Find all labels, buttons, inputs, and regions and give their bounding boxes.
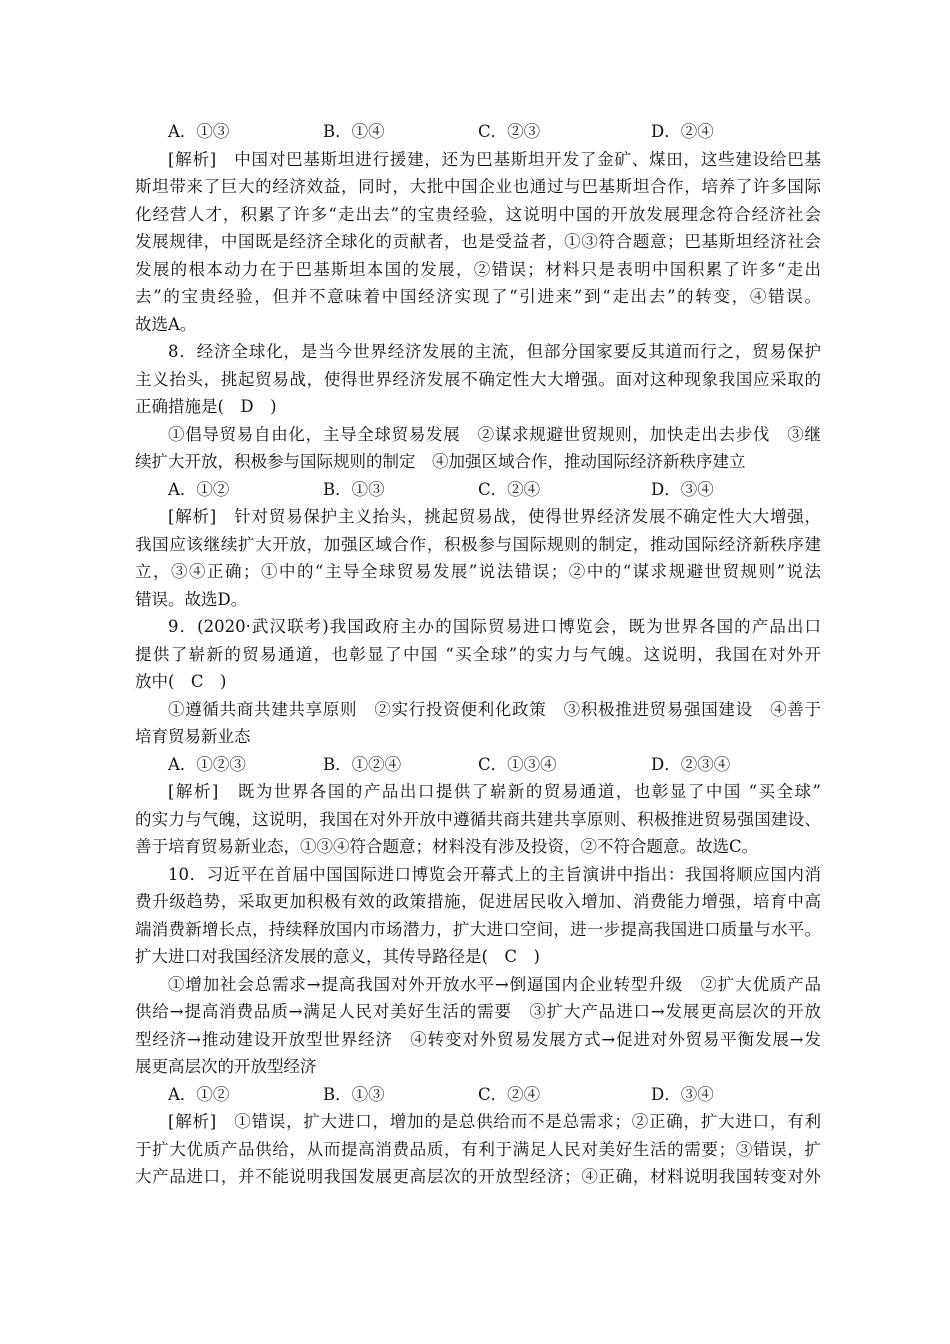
text-line: 去”的宝贵经验，但并不意味着中国经济实现了“引进来”到“走出去”的转变，④错误。 (135, 287, 821, 306)
text-line: [解析] 中国对巴基斯坦进行援建，还为巴基斯坦开发了金矿、煤田，这些建设给巴基 (168, 149, 821, 169)
text-line: 8．经济全球化，是当今世界经济发展的主流，但部分国家要反其道而行之，贸易保护 (168, 342, 821, 361)
text-line: 供给→提高消费品质→满足人民对美好生活的需要 ③扩大产品进口→发展更高层次的开放 (135, 1002, 821, 1021)
text-line: 立，③④正确；①中的“主导全球贸易发展”说法错误；②中的“谋求规避世贸规则”说法 (135, 562, 821, 581)
text-line: ①遵循共商共建共享原则 ②实行投资便利化政策 ③积极推进贸易强国建设 ④善于 (168, 699, 821, 719)
text-line: 放中( C ) (135, 672, 227, 691)
answer-option: C．②④ (478, 479, 541, 499)
text-line: [解析] 针对贸易保护主义抬头，挑起贸易战，使得世界经济发展不确定性大大增强， (168, 507, 821, 526)
text-line: 展更高层次的开放型经济 (135, 1057, 317, 1076)
answer-option: B．①③ (323, 479, 385, 499)
text-line: 主义抬头，挑起贸易战，使得世界经济发展不确定性大大增强。面对这种现象我国应采取的 (135, 369, 821, 389)
text-line: 提供了崭新的贸易通道，也彰显了中国 “买全球”的实力与气魄。这说明，我国在对外开 (135, 644, 821, 664)
text-line: 培育贸易新业态 (135, 727, 251, 746)
text-line: [解析] ①错误，扩大进口，增加的是总供给而不是总需求；②正确，扩大进口，有利 (168, 1112, 821, 1131)
text-line: 10．习近平在首届中国国际进口博览会开幕式上的主旨演讲中指出：我国将顺应国内消 (168, 864, 821, 884)
answer-option: A．①③ (168, 122, 230, 141)
text-line: ①倡导贸易自由化，主导全球贸易发展 ②谋求规避世贸规则，加快走出去步伐 ③继 (168, 424, 821, 444)
text-line: 发展规律，中国既是经济全球化的贡献者，也是受益者，①③符合题意；巴基斯坦经济社会 (135, 232, 821, 251)
answer-option: D．②③④ (651, 754, 731, 774)
text-line: [解析] 既为世界各国的产品出口提供了崭新的贸易通道，也彰显了中国 “买全球” (168, 782, 821, 801)
answer-option: D．③④ (651, 479, 714, 499)
text-line: 的实力与气魄，这说明，我国在对外开放中遵循共商共建共享原则、积极推进贸易强国建设、 (135, 809, 821, 829)
text-line: 9．(2020·武汉联考)我国政府主办的国际贸易进口博览会，既为世界各国的产品出口 (168, 617, 821, 636)
text-line: 正确措施是( D ) (135, 397, 277, 416)
document-body (135, 118, 821, 1191)
text-line: ①增加社会总需求→提高我国对外开放水平→倒逼国内企业转型升级 ②扩大优质产品 (168, 974, 821, 994)
text-line: 斯坦带来了巨大的经济效益，同时，大批中国企业也通过与巴基斯坦合作，培养了许多国际 (135, 177, 821, 196)
text-line: 型经济→推动建设开放型世界经济 ④转变对外贸易发展方式→促进对外贸易平衡发展→发 (135, 1029, 821, 1049)
text-line: 我国应该继续扩大开放，加强区域合作，积极参与国际规则的制定，推动国际经济新秩序建 (135, 534, 821, 554)
text-line: 大产品进口，并不能说明我国发展更高层次的开放型经济；④正确，材料说明我国转变对外 (135, 1167, 821, 1186)
answer-options (135, 1081, 821, 1109)
answer-option: B．①④ (323, 122, 385, 141)
text-line: 续扩大开放，积极参与国际规则的制定 ④加强区域合作，推动国际经济新秩序建立 (135, 452, 746, 471)
text-line: 错误。故选D。 (135, 589, 248, 609)
answer-option: B．①②④ (323, 754, 402, 774)
answer-option: D．②④ (651, 122, 714, 141)
answer-options (135, 118, 821, 146)
answer-option: A．①②③ (168, 754, 246, 774)
answer-option: D．③④ (651, 1084, 714, 1104)
answer-option: A．①② (168, 479, 230, 499)
answer-option: C．②④ (478, 1084, 541, 1104)
text-line: 扩大进口对我国经济发展的意义，其传导路径是( C ) (135, 947, 540, 966)
answer-options (135, 751, 821, 779)
text-line: 化经营人才，积累了许多“走出去”的宝贵经验，这说明中国的开放发展理念符合经济社会 (135, 204, 821, 224)
answer-options (135, 476, 821, 504)
answer-option: B．①③ (323, 1084, 385, 1104)
text-line: 故选A。 (135, 314, 197, 334)
text-line: 于扩大优质产品供给，从而提高消费品质，有利于满足人民对美好生活的需要；③错误，扩 (135, 1139, 821, 1159)
text-line: 端消费新增长点，持续释放国内市场潜力，扩大进口空间，进一步提高我国进口质量与水平。 (135, 919, 821, 939)
answer-option: C．①③④ (478, 754, 557, 774)
answer-option: A．①② (168, 1084, 230, 1104)
text-line: 费升级趋势，采取更加积极有效的政策措施，促进居民收入增加、消费能力增强，培育中高 (135, 892, 821, 911)
text-line: 善于培育贸易新业态，①③④符合题意；材料没有涉及投资，②不符合题意。故选C。 (135, 837, 759, 856)
answer-option: C．②③ (478, 122, 541, 141)
text-line: 发展的根本动力在于巴基斯坦本国的发展，②错误；材料只是表明中国积累了许多“走出 (135, 259, 821, 279)
